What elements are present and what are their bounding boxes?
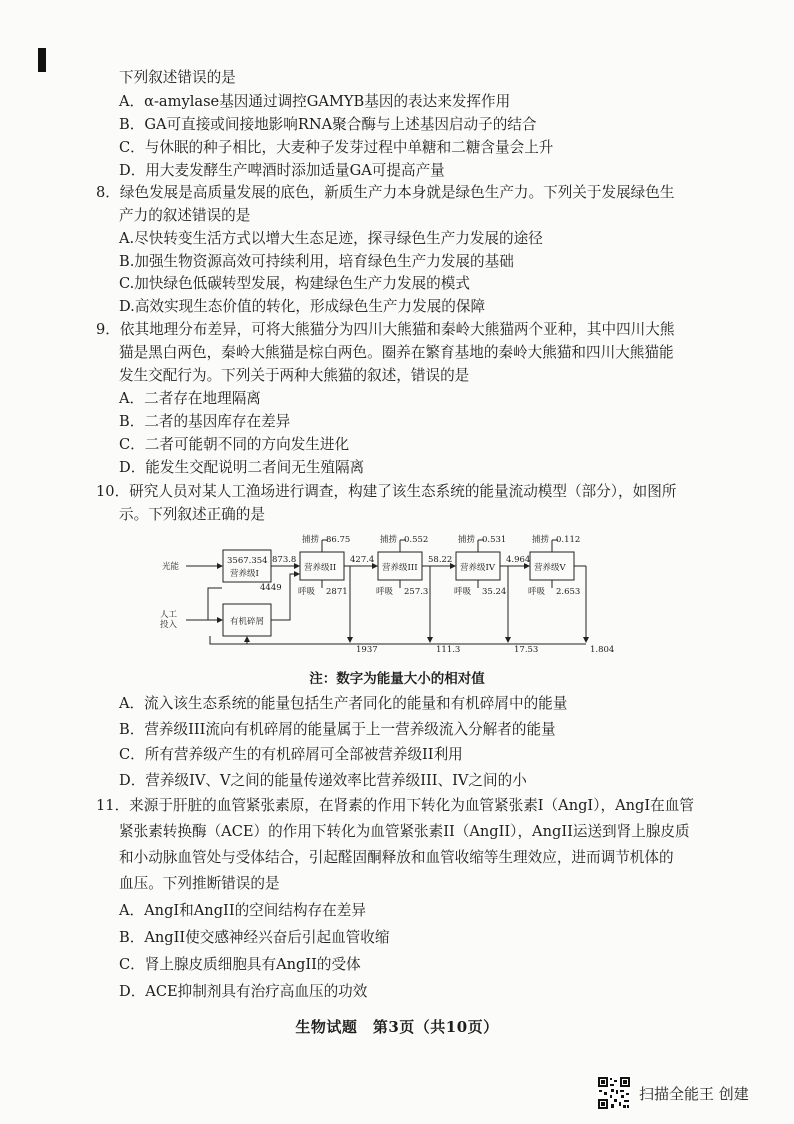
harvest-value-5: 0.112 [556,535,581,545]
q11-stem-line-4: 血压。下列推断错误的是 [119,875,280,892]
harvest-value-4: 0.531 [482,535,507,545]
flow-2-value: 427.4 [350,555,375,565]
q7-option-d: D．用大麦发酵生产啤酒时添加适量GA可提高产量 [119,162,445,179]
flow-3-value: 58.22 [428,555,453,565]
respiration-label-5: 呼吸 [528,587,546,597]
q9-stem-line-2: 猫是黑白两色，秦岭大熊猫是棕白两色。圈养在繁育基地的秦岭大熊猫和四川大熊猫能 [119,344,674,361]
harvest-value-3: 0.552 [404,535,429,545]
q8-stem-line-2: 产力的叙述错误的是 [119,207,251,224]
artificial-input-label-1: 人工 [160,610,178,620]
respiration-value-2: 2871 [326,587,348,597]
harvest-label-2: 捕捞 [302,535,320,545]
to-detritus-3: 111.3 [436,645,461,655]
level-4-label: 营养级IV [460,563,495,573]
q8-option-a: A.尽快转变生活方式以增大生态足迹，探寻绿色生产力发展的途径 [119,230,543,247]
q7-option-c: C．与休眠的种子相比，大麦种子发芽过程中单糖和二糖含量会上升 [119,139,554,156]
flow-1-value: 873.8 [272,555,297,565]
detritus-in-value: 4449 [260,583,282,593]
to-detritus-2: 1937 [356,645,378,655]
q10-option-a: A．流入该生态系统的能量包括生产者同化的能量和有机碎屑中的能量 [119,695,568,712]
q10-option-b: B．营养级III流向有机碎屑的能量属于上一营养级流入分解者的能量 [119,721,556,738]
q7-stem: 下列叙述错误的是 [119,69,236,86]
q9-stem-line-3: 发生交配行为。下列关于两种大熊猫的叙述，错误的是 [119,367,470,384]
q11-option-b: B．AngII使交感神经兴奋后引起血管收缩 [119,929,390,946]
respiration-label-2: 呼吸 [298,587,316,597]
scanner-watermark [597,1076,749,1110]
flow-4-value: 4.964 [506,555,531,565]
respiration-value-5: 2.653 [556,587,581,597]
q10-stem-line-2: 示。下列叙述正确的是 [119,506,265,523]
harvest-label-5: 捕捞 [532,535,550,545]
energy-flow-diagram [150,532,620,660]
q9-option-a: A．二者存在地理隔离 [119,390,261,407]
respiration-label-4: 呼吸 [454,587,472,597]
detritus-label: 有机碎屑 [230,617,265,627]
sunlight-label: 光能 [162,562,180,572]
q7-option-a: A．α-amylase基因通过调控GAMYB基因的表达来发挥作用 [119,93,511,110]
respiration-value-4: 35.24 [482,587,507,597]
q7-option-b: B．GA可直接或间接地影响RNA聚合酶与上述基因启动子的结合 [119,116,537,133]
q11-stem-line-2: 紧张素转换酶（ACE）的作用下转化为血管紧张素II（AngII），AngII运送到肾上腺皮质 [119,823,690,840]
q11-option-d: D．ACE抑制剂具有治疗高血压的功效 [119,983,368,1000]
q8-stem-line-1: 8．绿色发展是高质量发展的底色，新质生产力本身就是绿色生产力。下列关于发展绿色生 [96,184,675,201]
qr-code-icon [597,1076,631,1110]
q11-stem-line-1: 11．来源于肝脏的血管紧张素原，在肾素的作用下转化为血管紧张素I（AngI），AngI在血管 [96,797,694,814]
producer-value: 3567.354 [227,556,268,566]
harvest-value-2: 86.75 [326,535,351,545]
q11-option-c: C．肾上腺皮质细胞具有AngII的受体 [119,956,361,973]
q10-option-c: C．所有营养级产生的有机碎屑可全部被营养级II利用 [119,746,463,763]
diagram-note: 注：数字为能量大小的相对值 [309,671,485,687]
harvest-label-4: 捕捞 [458,535,476,545]
q9-option-d: D．能发生交配说明二者间无生殖隔离 [119,459,365,476]
level-1-label: 营养级I [230,569,259,579]
scanner-watermark-text: 扫描全能王 创建 [639,1084,749,1103]
q11-stem-line-3: 和小动脉血管处与受体结合，引起醛固酮释放和血管收缩等生理效应，进而调节机体的 [119,849,674,866]
respiration-value-3: 257.3 [404,587,429,597]
level-5-label: 营养级V [534,563,566,573]
harvest-label-3: 捕捞 [380,535,398,545]
q9-option-c: C．二者可能朝不同的方向发生进化 [119,436,350,453]
page-footer: 生物试题 第3页（共10页） [295,1018,499,1036]
artificial-input-label-2: 投入 [160,620,178,630]
q9-stem-line-1: 9．依其地理分布差异，可将大熊猫分为四川大熊猫和秦岭大熊猫两个亚种，其中四川大熊 [96,321,675,338]
to-detritus-4: 17.53 [514,645,539,655]
level-2-label: 营养级II [304,563,337,573]
q8-option-d: D.高效实现生态价值的转化，形成绿色生产力发展的保障 [119,298,486,315]
q9-option-b: B．二者的基因库存在差异 [119,413,291,430]
level-3-label: 营养级III [382,563,418,573]
q10-option-d: D．营养级IV、V之间的能量传递效率比营养级III、IV之间的小 [119,772,527,789]
respiration-label-3: 呼吸 [376,587,394,597]
to-detritus-5: 1.804 [590,645,615,655]
q8-option-b: B.加强生物资源高效可持续利用，培育绿色生产力发展的基础 [119,253,514,270]
q10-stem-line-1: 10．研究人员对某人工渔场进行调查，构建了该生态系统的能量流动模型（部分），如图所 [96,483,677,500]
q8-option-c: C.加快绿色低碳转型发展，构建绿色生产力发展的模式 [119,275,470,292]
q11-option-a: A．AngI和AngII的空间结构存在差异 [119,902,366,919]
